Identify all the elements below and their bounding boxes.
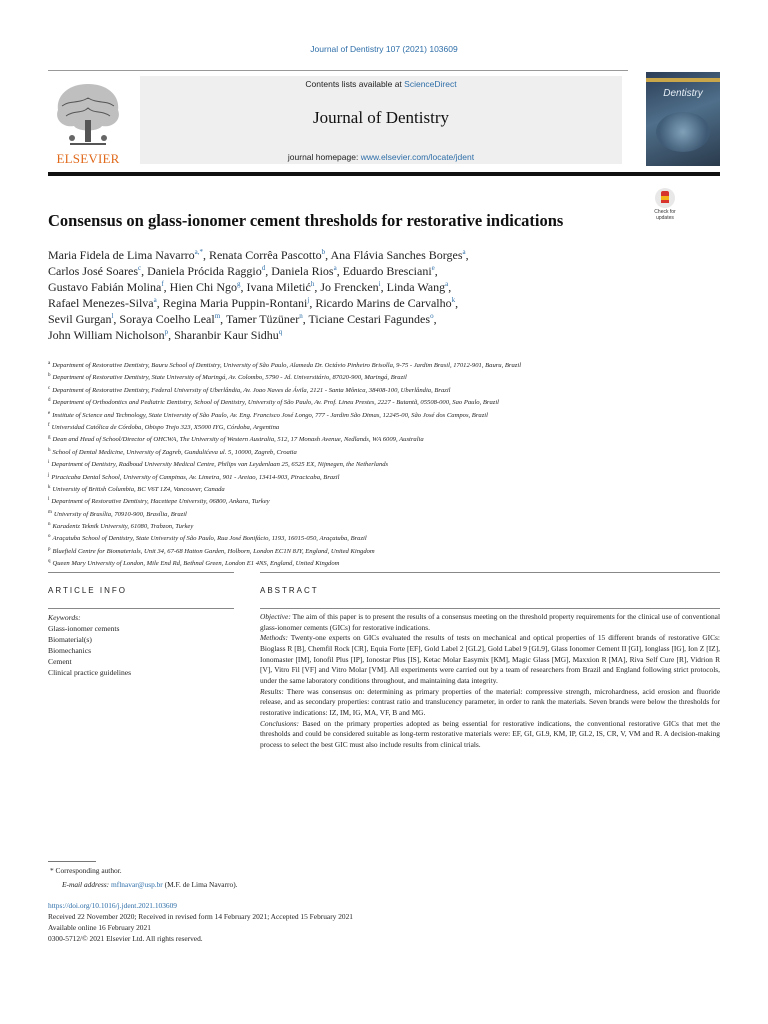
keyword-item[interactable]: Cement bbox=[48, 657, 72, 666]
article-title: Consensus on glass-ionomer cement thresholds for restorative indications bbox=[48, 211, 564, 230]
sciencedirect-link[interactable]: ScienceDirect bbox=[404, 79, 457, 89]
affiliation-label: f bbox=[48, 422, 50, 428]
author-name[interactable]: Eduardo Bresciani bbox=[342, 264, 432, 278]
author-name[interactable]: Ticiane Cestari Fagundes bbox=[308, 312, 431, 326]
affiliation-label: h bbox=[48, 447, 51, 453]
cover-title: Dentistry bbox=[663, 88, 703, 99]
conclusions-label: Conclusions: bbox=[260, 718, 300, 728]
author-name[interactable]: Linda Wang bbox=[386, 280, 446, 294]
check-updates-line1: Check for bbox=[654, 209, 676, 215]
affiliation-label: k bbox=[48, 484, 51, 490]
affiliation-text: Department of Restorative Dentistry, Hacettepe University, 06800, Ankara, Turkey bbox=[51, 498, 270, 506]
affiliation-text: Department of Restorative Dentistry, Federal University of Uberlândia, Av. Joao Naves de Ávila, 2121 - Santa Mônica, 38408-100, Uberlândia, Brazil bbox=[52, 386, 451, 394]
affiliation-item bbox=[48, 508, 628, 520]
header-top-rule bbox=[48, 70, 628, 71]
author-name[interactable]: Carlos José Soares bbox=[48, 264, 138, 278]
author-name[interactable]: Daniela Prócida Raggio bbox=[147, 264, 262, 278]
author-name[interactable]: Sevil Gurgan bbox=[48, 312, 112, 326]
affiliation-text: Department of Restorative Dentistry, State University of Maringá, Av. Colombo, 5790 - Jd. Universitário, 87020-900, Maringá, Brazil bbox=[52, 374, 407, 382]
affiliation-text: Universidad Católica de Córdoba, Obispo Trejo 323, X5000 IYG, Córdoba, Argentina bbox=[51, 424, 280, 432]
email-note bbox=[62, 880, 238, 889]
author-affiliation-link[interactable]: k bbox=[451, 296, 456, 304]
author-affiliation-link[interactable]: a bbox=[462, 248, 466, 256]
affiliation-text: Piracicaba Dental School, University of Campinas, Av. Limeira, 901 - Areiao, 13414-903, Piracicaba, Brazil bbox=[51, 473, 340, 481]
check-for-updates-button[interactable] bbox=[646, 188, 684, 228]
author-affiliation-link[interactable]: a bbox=[153, 296, 157, 304]
keyword-item[interactable]: Biomaterial(s) bbox=[48, 635, 92, 644]
author-name[interactable]: Rafael Menezes-Silva bbox=[48, 296, 154, 310]
author-affiliation-link[interactable]: h bbox=[310, 280, 315, 288]
objective-label: Objective: bbox=[260, 612, 291, 621]
keyword-item[interactable]: Biomechanics bbox=[48, 646, 92, 655]
affiliation-item bbox=[48, 520, 628, 532]
results-text: There was consensus on: determining as primary properties of the material: compressive strength, microhardness, acid erosion and fluoride release, and as secondary properties: contrast ratio and translucency parameter, in order to rank the materials. Seven brands were below the thresholds for restorative indications: IZ, IM, IG, MA, VF, B and MG. bbox=[260, 686, 720, 717]
affiliation-label: g bbox=[48, 435, 51, 441]
author-name[interactable]: Ricardo Marins de Carvalho bbox=[315, 296, 452, 310]
author-name[interactable]: Ivana Miletić bbox=[246, 280, 311, 294]
homepage-line bbox=[140, 152, 622, 162]
affiliation-text: Department of Dentistry, Radboud University Medical Centre, Philips van Leydenlaan 25, 6525 EX, Nijmegen, the Netherlands bbox=[51, 461, 389, 469]
author-affiliation-link[interactable]: d bbox=[261, 264, 266, 272]
author-affiliation-link[interactable]: b bbox=[321, 248, 326, 256]
check-updates-line2: updates bbox=[656, 215, 674, 221]
conclusions-text: Based on the primary properties adopted as being essential for restorative indications, the conventional restorative GICs that met the thresholds and could be considered suitable as long-term restorative materials were: EF, GI, GL9, KM, IP, GL2, IS, CR, V, VM and R. A decision-making process to select the best GIC must also include results from clinical trials. bbox=[260, 718, 720, 749]
results-label: Results: bbox=[260, 686, 284, 696]
author-name[interactable]: Jo Frencken bbox=[320, 280, 379, 294]
affiliation-text: Karadeniz Teknik University, 61080, Trabzon, Turkey bbox=[52, 523, 194, 531]
article-info-heading: ARTICLE INFO bbox=[48, 586, 127, 595]
check-updates-icon bbox=[655, 188, 675, 208]
cover-band bbox=[646, 78, 720, 82]
affiliation-label: b bbox=[48, 373, 51, 379]
email-link[interactable]: mflnavar@usp.br bbox=[111, 880, 163, 889]
elsevier-tree-logo[interactable] bbox=[48, 76, 128, 162]
affiliation-label: e bbox=[48, 410, 51, 416]
affiliation-text: Institute of Science and Technology, State University of São Paulo, Av. Eng. Francisco José Longo, 777 - Jardim São Dimas, 12245-00, São José dos Campos, Brazil bbox=[52, 411, 488, 419]
author-affiliation-link[interactable]: m bbox=[214, 312, 221, 320]
affiliation-item bbox=[48, 396, 628, 408]
affiliation-text: School of Dental Medicine, University of Zagreb, Gundulićeva ul. 5, 10000, Zagreb, Croatia bbox=[52, 448, 297, 456]
email-label: E-mail address: bbox=[62, 880, 110, 889]
footnote-rule bbox=[48, 861, 96, 862]
affiliation-label: m bbox=[48, 509, 52, 515]
affiliation-item bbox=[48, 384, 628, 396]
affiliation-item bbox=[48, 359, 628, 371]
methods-label: Methods: bbox=[260, 633, 288, 643]
author-name[interactable]: Gustavo Fabián Molina bbox=[48, 280, 162, 294]
affiliation-item bbox=[48, 483, 628, 495]
keyword-item[interactable]: Clinical practice guidelines bbox=[48, 668, 132, 677]
affiliation-item bbox=[48, 409, 628, 421]
header-bottom-rule bbox=[48, 172, 720, 176]
author-affiliation-link[interactable]: q bbox=[278, 328, 283, 336]
author-name[interactable]: Sharanbir Kaur Sidhu bbox=[174, 328, 279, 342]
abstract-objective bbox=[260, 612, 720, 633]
affiliation-label: o bbox=[48, 534, 51, 540]
affiliation-item bbox=[48, 446, 628, 458]
received-dates: Received 22 November 2020; Received in revised form 14 February 2021; Accepted 15 February 2021 bbox=[48, 912, 353, 921]
abstract-results bbox=[260, 687, 720, 719]
affiliation-label: p bbox=[48, 546, 51, 552]
publication-info bbox=[48, 900, 648, 944]
affiliation-label: a bbox=[48, 361, 51, 366]
affiliation-text: Bluefield Centre for Biomaterials, Unit 34, 67-68 Hatton Garden, Holborn, London EC1N 8JY, England, United Kingdom bbox=[52, 548, 375, 556]
keywords-list bbox=[48, 612, 234, 678]
affiliation-item bbox=[48, 458, 628, 470]
available-online: Available online 16 February 2021 bbox=[48, 923, 151, 932]
author-name[interactable]: Hien Chi Ngo bbox=[169, 280, 238, 294]
abstract-methods bbox=[260, 633, 720, 686]
author-affiliation-link[interactable]: a bbox=[333, 264, 337, 272]
author-name[interactable]: Renata Corrêa Pascotto bbox=[208, 248, 322, 262]
methods-text: Twenty-one experts on GICs evaluated the results of tests on mechanical and optical properties of 15 different brands of restorative GICs: Bioglass R [B], Chemfil Rock [CR], Equia Forte [EF], Gold Label 2 [GL2], Gold Label 9 [GL9], Glass Ionomer Cement II [GI], Ionglass [IG], Ion Z [IZ], Ionomaster [IM], Ionofil Plus [IP], Ionostar Plus [IS], Ketac Molar Easymix [KM], Magic Glass [MG], Maxxion R [MA], Riva Self Cure [R], Vidrion R [V], Vitro Fil [VF] and Vitro Molar [VM]. All experiments were carried out by a team of researchers from Brazil and England following strict protocols, under the same laboratory conditions throughout, and maintaining data integrity. bbox=[260, 633, 720, 685]
author-affiliation-link[interactable]: f bbox=[161, 280, 164, 288]
affiliation-list bbox=[48, 359, 628, 570]
affiliation-label: l bbox=[48, 497, 50, 503]
affiliation-label: q bbox=[48, 559, 51, 565]
author-name[interactable]: Maria Fidela de Lima Navarro bbox=[48, 248, 195, 262]
affiliation-text: University of Brasília, 70910-900, Brasília, Brazil bbox=[53, 510, 187, 518]
affiliation-text: Department of Orthodontics and Pediatric Dentistry, School of Dentistry, University of São Paulo, Av. Prof. Lineu Prestes, 2227 - Butantã, 05508-000, Sao Paulo, Brazil bbox=[52, 399, 500, 407]
author-affiliation-link[interactable]: o bbox=[430, 312, 434, 320]
author-affiliation-link[interactable]: i bbox=[378, 280, 381, 288]
abstract-conclusions bbox=[260, 719, 720, 751]
affiliation-item bbox=[48, 421, 628, 433]
affiliation-label: i bbox=[48, 460, 50, 466]
publisher-name: ELSEVIER bbox=[56, 151, 120, 166]
author-name[interactable]: Ana Flávia Sanches Borges bbox=[330, 248, 463, 262]
author-name[interactable]: John William Nicholson bbox=[48, 328, 165, 342]
doi-link[interactable]: https://doi.org/10.1016/j.jdent.2021.103609 bbox=[48, 901, 177, 910]
journal-title[interactable]: Journal of Dentistry bbox=[313, 108, 449, 127]
affiliation-label: c bbox=[48, 385, 51, 391]
affiliation-text: Department of Restorative Dentistry, Bauru School of Dentistry, University of São Paulo, Alameda Dr. Octávio Pinheiro Brisolla, 9-75 - Jardim Brasil, 17012-901, Bauru, Brazil bbox=[52, 362, 522, 370]
article-info-top-rule bbox=[48, 572, 234, 573]
author-affiliation-link[interactable]: l bbox=[111, 312, 114, 320]
author-affiliation-link[interactable]: e bbox=[431, 264, 435, 272]
author-affiliation-link[interactable]: p bbox=[164, 328, 169, 336]
author-affiliation-link[interactable]: n bbox=[299, 312, 303, 320]
affiliation-text: University of British Columbia, BC V6T 1Z4, Vancouver, Canada bbox=[52, 486, 225, 494]
affiliation-item bbox=[48, 495, 628, 507]
author-name[interactable]: Tamer Tüzüner bbox=[225, 312, 300, 326]
affiliation-item bbox=[48, 557, 628, 569]
author-affiliation-link[interactable]: g bbox=[237, 280, 241, 288]
author-name[interactable]: Soraya Coelho Leal bbox=[119, 312, 215, 326]
abstract-heading: ABSTRACT bbox=[260, 586, 319, 595]
journal-reference[interactable]: Journal of Dentistry 107 (2021) 103609 bbox=[310, 44, 458, 54]
author-list: Maria Fidela de Lima Navarro$^{a,*}$, Renata Corrêa Pascotto$^b$, Ana Flávia Sanches Borges$^a$, Carlos José Soares$^c$, Daniela Prócida Raggio$^d$, Daniela Rios$^a$, Eduardo Bresciani$^e$, Gustavo Fabián Molina$^f$, Hien Chi Ngo$^g$, Ivana Miletić$^h$, Jo Frencken$^i$, Linda Wang$^a$, Rafael Menezes-Silva$^a$, Regina Maria Puppin-Rontani$^j$, Ricardo Marins de Carvalho$^k$, Sevil Gurgan$^l$, Soraya Coelho Leal$^m$, Tamer Tüzüner$^n$, Ticiane Cestari Fagundes$^o$, John William Nicholson$^p$, Sharanbir Kaur Sidhu$^q$ bbox=[48, 248, 469, 342]
objective-text: The aim of this paper is to present the results of a consensus meeting on the threshold property requirements for the clinical use of conventional glass-ionomer cements (GICs) for restorative indications. bbox=[260, 612, 720, 632]
author-name[interactable]: Regina Maria Puppin-Rontani bbox=[162, 296, 308, 310]
email-suffix: (M.F. de Lima Navarro). bbox=[162, 880, 238, 889]
homepage-link[interactable]: www.elsevier.com/locate/jdent bbox=[360, 152, 475, 162]
affiliation-item bbox=[48, 545, 628, 557]
journal-cover-image[interactable] bbox=[646, 72, 720, 166]
keywords-label: Keywords: bbox=[48, 613, 81, 622]
author-name[interactable]: Daniela Rios bbox=[271, 264, 334, 278]
author-affiliation-link[interactable]: c bbox=[138, 264, 142, 272]
affiliation-text: Queen Mary University of London, Mile End Rd, Bethnal Green, London E1 4NS, England, United Kingdom bbox=[52, 560, 340, 568]
affiliation-item bbox=[48, 471, 628, 483]
corresponding-author-note: * Corresponding author. bbox=[50, 866, 122, 875]
contents-prefix: Contents lists available at bbox=[305, 79, 405, 89]
contents-line bbox=[140, 79, 622, 89]
homepage-prefix: journal homepage: bbox=[287, 152, 361, 162]
affiliation-item bbox=[48, 532, 628, 544]
affiliation-item bbox=[48, 433, 628, 445]
affiliation-text: Araçatuba School of Dentistry, State University of São Paulo, Rua José Bonifácio, 1193, 16015-050, Araçatuba, Brazil bbox=[52, 535, 367, 543]
affiliation-text: Dean and Head of School/Director of OHCWA, The University of Western Australia, 512, 17 Monash Avenue, Nedlands, WA 6009, Australia bbox=[52, 436, 424, 444]
keyword-item[interactable]: Glass-ionomer cements bbox=[48, 624, 120, 633]
cover-illustration bbox=[656, 112, 710, 152]
author-affiliation-link[interactable]: a bbox=[445, 280, 449, 288]
abstract-top-rule bbox=[260, 572, 720, 573]
abstract-body bbox=[260, 612, 720, 751]
copyright: 0300-5712/© 2021 Elsevier Ltd. All rights reserved. bbox=[48, 934, 203, 943]
article-info-bottom-rule bbox=[48, 608, 234, 609]
affiliation-label: j bbox=[48, 472, 50, 478]
author-affiliation-link[interactable]: j bbox=[307, 296, 310, 304]
affiliation-item bbox=[48, 371, 628, 383]
abstract-bottom-rule bbox=[260, 608, 720, 609]
author-affiliation-link[interactable]: a,* bbox=[194, 248, 203, 256]
affiliation-label: d bbox=[48, 398, 51, 404]
affiliation-label: n bbox=[48, 522, 51, 528]
